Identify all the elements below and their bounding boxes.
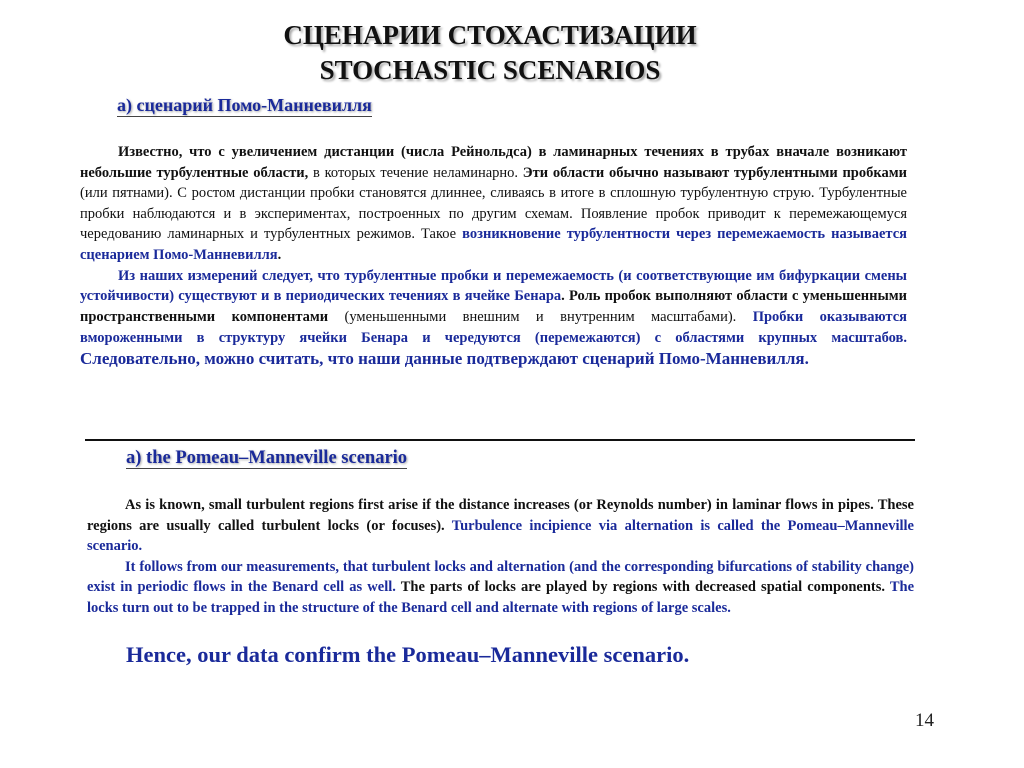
text-span: . bbox=[277, 246, 282, 263]
page-number: 14 bbox=[915, 710, 934, 731]
text-span: в которых течение неламинарно. bbox=[308, 164, 523, 181]
english-paragraph-1 bbox=[87, 495, 914, 557]
text-span: Известно, что с увеличением дистанции (числа Рейнольдса) в ламинарных течениях в трубах вначале возникают небольшие турбулентные области, bbox=[80, 144, 907, 181]
section-divider bbox=[85, 439, 915, 441]
russian-paragraph-2 bbox=[80, 266, 907, 371]
highlight-span: Пробки оказываются вмороженными в структуру ячейки Бенара и чередуются (перемежаются) с областями крупных масштабов. bbox=[80, 308, 908, 347]
russian-text-block bbox=[80, 142, 907, 371]
subheading-en: a) the Pomeau–Manneville scenario bbox=[126, 448, 408, 468]
text-span: The parts of locks are played by regions with decreased spatial components. bbox=[395, 579, 890, 596]
highlight-span: It follows from our measurements, that turbulent locks and alternation (and the corresponding bifurcations of stability change) exist in periodic flows in the Benard cell as well. bbox=[87, 558, 914, 596]
text-span: As is known, small turbulent regions first arise if the distance increases (or Reynolds number) in laminar flows in pipes. These regions are usually called turbulent locks (or focuses). bbox=[87, 497, 914, 534]
text-span: Роль пробок выполняют области с уменьшенными пространственными компонентами bbox=[80, 288, 908, 325]
highlight-span: возникновение турбулентности через перемежаемость называется сценарием Помо-Манневилля bbox=[80, 226, 907, 263]
page-title-en: STOCHASTIC SCENARIOS bbox=[319, 55, 661, 85]
text-span: . bbox=[561, 288, 570, 305]
english-paragraph-2 bbox=[87, 557, 914, 619]
text-span: (или пятнами). С ростом дистанции пробки становятся длиннее, сливаясь в итоге в сплошную турбулентную струю. Турбулентные пробки наблюдаются и в экспериментах, построенных по другим схемам. Появление пробок приводит к перемежающемуся чередованию ламинарных и турбулентных режимов. Такое bbox=[80, 185, 907, 243]
highlight-span: Turbulence incipience via alternation is called the Pomeau–Manneville scenario. bbox=[87, 517, 914, 555]
subheading-ru: а) сценарий Помо-Манневилля bbox=[117, 95, 372, 115]
highlight-span: The locks turn out to be trapped in the structure of the Benard cell and alternate with regions of large scales. bbox=[87, 579, 914, 616]
text-span: (уменьшенными внешним и внутренним масштабами). bbox=[328, 308, 753, 325]
conclusion-en: Hence, our data confirm the Pomeau–Manneville scenario. bbox=[126, 642, 690, 667]
conclusion-span-ru: Следовательно, можно считать, что наши данные подтверждают сценарий Помо-Манневилля. bbox=[80, 348, 809, 368]
text-span: Эти области обычно называют турбулентными пробками bbox=[522, 164, 907, 181]
highlight-span: Из наших измерений следует, что турбулентные пробки и перемежаемость (и соответствующие им бифуркации смены устойчивости) существуют и в периодических течениях в ячейке Бенара bbox=[80, 267, 907, 305]
english-text-block bbox=[87, 495, 914, 619]
page-title-ru: СЦЕНАРИИ СТОХАСТИЗАЦИИ bbox=[283, 20, 697, 50]
russian-paragraph-1 bbox=[80, 142, 907, 266]
